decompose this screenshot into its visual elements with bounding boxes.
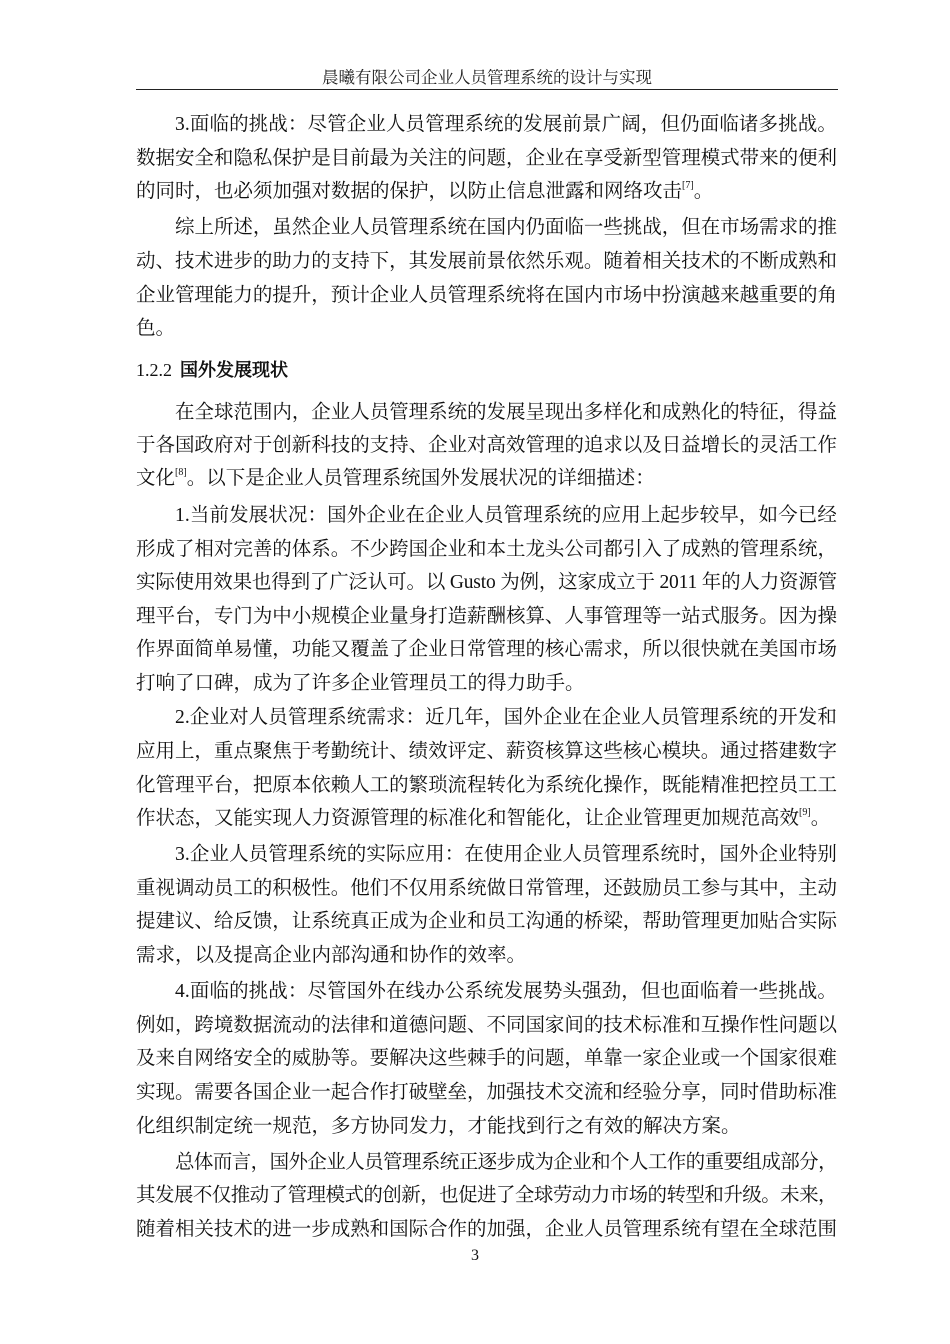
line-text: 。 <box>693 181 714 202</box>
line-content <box>136 739 837 765</box>
paragraph-line <box>136 1150 838 1176</box>
line-content <box>136 466 655 492</box>
line-text: 作界面简单易懂，功能又覆盖了企业日常管理的核心需求，所以很快就在美国市场 <box>136 639 837 660</box>
line-content <box>136 570 837 596</box>
line-text: 。以下是企业人员管理系统国外发展状况的详细描述： <box>186 468 655 489</box>
paragraph-line <box>136 249 838 275</box>
line-text: 数据安全和隐私保护是目前最为关注的问题，企业在享受新型管理模式带来的便利 <box>136 148 837 169</box>
line-text: 例如，跨境数据流动的法律和道德问题、不同国家间的技术标准和互操作性问题以 <box>136 1015 837 1036</box>
line-content <box>136 1183 837 1209</box>
line-content <box>136 433 837 459</box>
paragraph-line <box>136 503 838 529</box>
line-content <box>136 1013 837 1039</box>
line-content <box>136 773 837 799</box>
line-content <box>175 215 837 241</box>
line-content <box>136 316 175 342</box>
line-content <box>136 283 837 309</box>
paragraph-line <box>136 466 838 492</box>
line-text: 随着相关技术的进一步成熟和国际合作的加强，企业人员管理系统有望在全球范围 <box>136 1219 837 1240</box>
paragraph-line <box>136 705 838 731</box>
section-title: 国外发展现状 <box>180 360 288 380</box>
line-text: 4.面临的挑战：尽管国外在线办公系统发展势头强劲，但也面临着一些挑战。 <box>175 981 837 1002</box>
line-content <box>175 503 837 529</box>
line-text: 其发展不仅推动了管理模式的创新，也促进了全球劳动力市场的转型和升级。未来， <box>136 1185 838 1206</box>
line-text: 3.面临的挑战：尽管企业人员管理系统的发展前景广阔，但仍面临诸多挑战。 <box>175 114 837 135</box>
line-content <box>175 705 837 731</box>
line-text: 企业管理能力的提升，预计企业人员管理系统将在国内市场中扮演越来越重要的角 <box>136 285 837 306</box>
paragraph-line <box>136 400 838 426</box>
line-text: 及来自网络安全的威胁等。要解决这些棘手的问题，单靠一家企业或一个国家很难 <box>136 1048 837 1069</box>
line-text: 2.企业对人员管理系统需求：近几年，国外企业在企业人员管理系统的开发和 <box>175 707 837 728</box>
line-text: 3.企业人员管理系统的实际应用：在使用企业人员管理系统时，国外企业特别 <box>175 844 837 865</box>
paragraph-line <box>136 1114 838 1140</box>
line-text: 作状态，又能实现人力资源管理的标准化和智能化，让企业管理更加规范高效 <box>136 808 800 829</box>
line-text: 的同时，也必须加强对数据的保护，以防止信息泄露和网络攻击 <box>136 181 683 202</box>
paragraph-line <box>136 146 838 172</box>
paragraph-line <box>136 1013 838 1039</box>
line-text: 文化 <box>136 468 176 489</box>
paragraph-line <box>136 909 838 935</box>
line-text: 1.当前发展状况：国外企业在企业人员管理系统的应用上起步较早，如今已经 <box>175 505 837 526</box>
paragraph-line <box>136 806 838 832</box>
line-text: 应用上，重点聚焦于考勤统计、绩效评定、薪资核算这些核心模块。通过搭建数字 <box>136 741 837 762</box>
line-text: 实际使用效果也得到了广泛认可。以 Gusto 为例，这家成立于 2011 年的人力资源管 <box>136 572 837 593</box>
line-text: 。 <box>810 808 831 829</box>
line-content <box>175 112 837 138</box>
line-text: 实现。需要各国企业一起合作打破壁垒，加强技术交流和经验分享，同时借助标准 <box>136 1082 837 1103</box>
line-text: 总体而言，国外企业人员管理系统正逐步成为企业和个人工作的重要组成部分， <box>175 1152 837 1173</box>
line-content <box>175 400 837 426</box>
line-text: 在全球范围内，企业人员管理系统的发展呈现出多样化和成熟化的特征，得益 <box>175 402 837 423</box>
running-header: 晨曦有限公司企业人员管理系统的设计与实现 <box>322 68 652 87</box>
line-text: 重视调动员工的积极性。他们不仅用系统做日常管理，还鼓励员工参与其中，主动 <box>136 878 837 899</box>
paragraph-line <box>136 316 838 342</box>
line-content <box>136 179 713 205</box>
paragraph-line <box>136 283 838 309</box>
line-content <box>136 943 526 969</box>
line-text: 化管理平台，把原本依赖人工的繁琐流程转化为系统化操作，既能精准把控员工工 <box>136 775 837 796</box>
line-content <box>175 1150 837 1176</box>
line-content <box>136 537 837 563</box>
line-text: 化组织制定统一规范，多方协同发力，才能找到行之有效的解决方案。 <box>136 1116 741 1137</box>
paragraph-line <box>136 671 838 697</box>
line-text: 于各国政府对于创新科技的支持、企业对高效管理的追求以及日益增长的灵活工作 <box>136 435 837 456</box>
paragraph-line <box>136 433 838 459</box>
paragraph-line <box>136 876 838 902</box>
line-text: 综上所述，虽然企业人员管理系统在国内仍面临一些挑战，但在市场需求的推 <box>175 217 837 238</box>
section-number: 1.2.2 <box>136 360 172 380</box>
page-number: 3 <box>471 1247 479 1264</box>
line-content <box>136 876 837 902</box>
line-text: 打响了口碑，成为了许多企业管理员工的得力助手。 <box>136 673 585 694</box>
line-content <box>136 637 837 663</box>
line-text: 色。 <box>136 318 176 339</box>
line-content <box>136 146 837 172</box>
paragraph-line <box>136 842 838 868</box>
line-content <box>136 671 585 697</box>
paragraph-line <box>136 604 838 630</box>
section-heading <box>136 356 288 382</box>
citation-marker: [9] <box>799 807 811 818</box>
citation-marker: [7] <box>682 180 694 191</box>
citation-marker: [8] <box>175 467 187 478</box>
line-text: 需求，以及提高企业内部沟通和协作的效率。 <box>136 945 527 966</box>
paragraph-line <box>136 215 838 241</box>
paragraph-line <box>136 112 838 138</box>
line-content <box>136 909 837 935</box>
line-text: 形成了相对完善的体系。不少跨国企业和本土龙头公司都引入了成熟的管理系统， <box>136 539 837 560</box>
paragraph-line <box>136 1080 838 1106</box>
line-content <box>136 604 837 630</box>
header-rule <box>136 89 838 90</box>
line-content <box>136 806 830 832</box>
line-content <box>136 1217 837 1243</box>
paragraph-line <box>136 179 838 205</box>
paragraph-line <box>136 1046 838 1072</box>
paragraph-line <box>136 979 838 1005</box>
paragraph-line <box>136 943 838 969</box>
line-content <box>136 1114 741 1140</box>
paragraph-line <box>136 537 838 563</box>
line-content <box>136 249 837 275</box>
line-text: 提建议、给反馈，让系统真正成为企业和员工沟通的桥梁，帮助管理更加贴合实际 <box>136 911 837 932</box>
line-content <box>136 1080 837 1106</box>
paragraph-line <box>136 637 838 663</box>
paragraph-line <box>136 1183 838 1209</box>
line-content <box>175 979 837 1005</box>
line-text: 理平台，专门为中小规模企业量身打造薪酬核算、人事管理等一站式服务。因为操 <box>136 606 837 627</box>
paragraph-line <box>136 739 838 765</box>
line-text: 动、技术进步的助力的支持下，其发展前景依然乐观。随着相关技术的不断成熟和 <box>136 251 837 272</box>
line-content <box>175 842 837 868</box>
paragraph-line <box>136 570 838 596</box>
paragraph-line <box>136 773 838 799</box>
line-content <box>136 1046 837 1072</box>
paragraph-line <box>136 1217 838 1243</box>
